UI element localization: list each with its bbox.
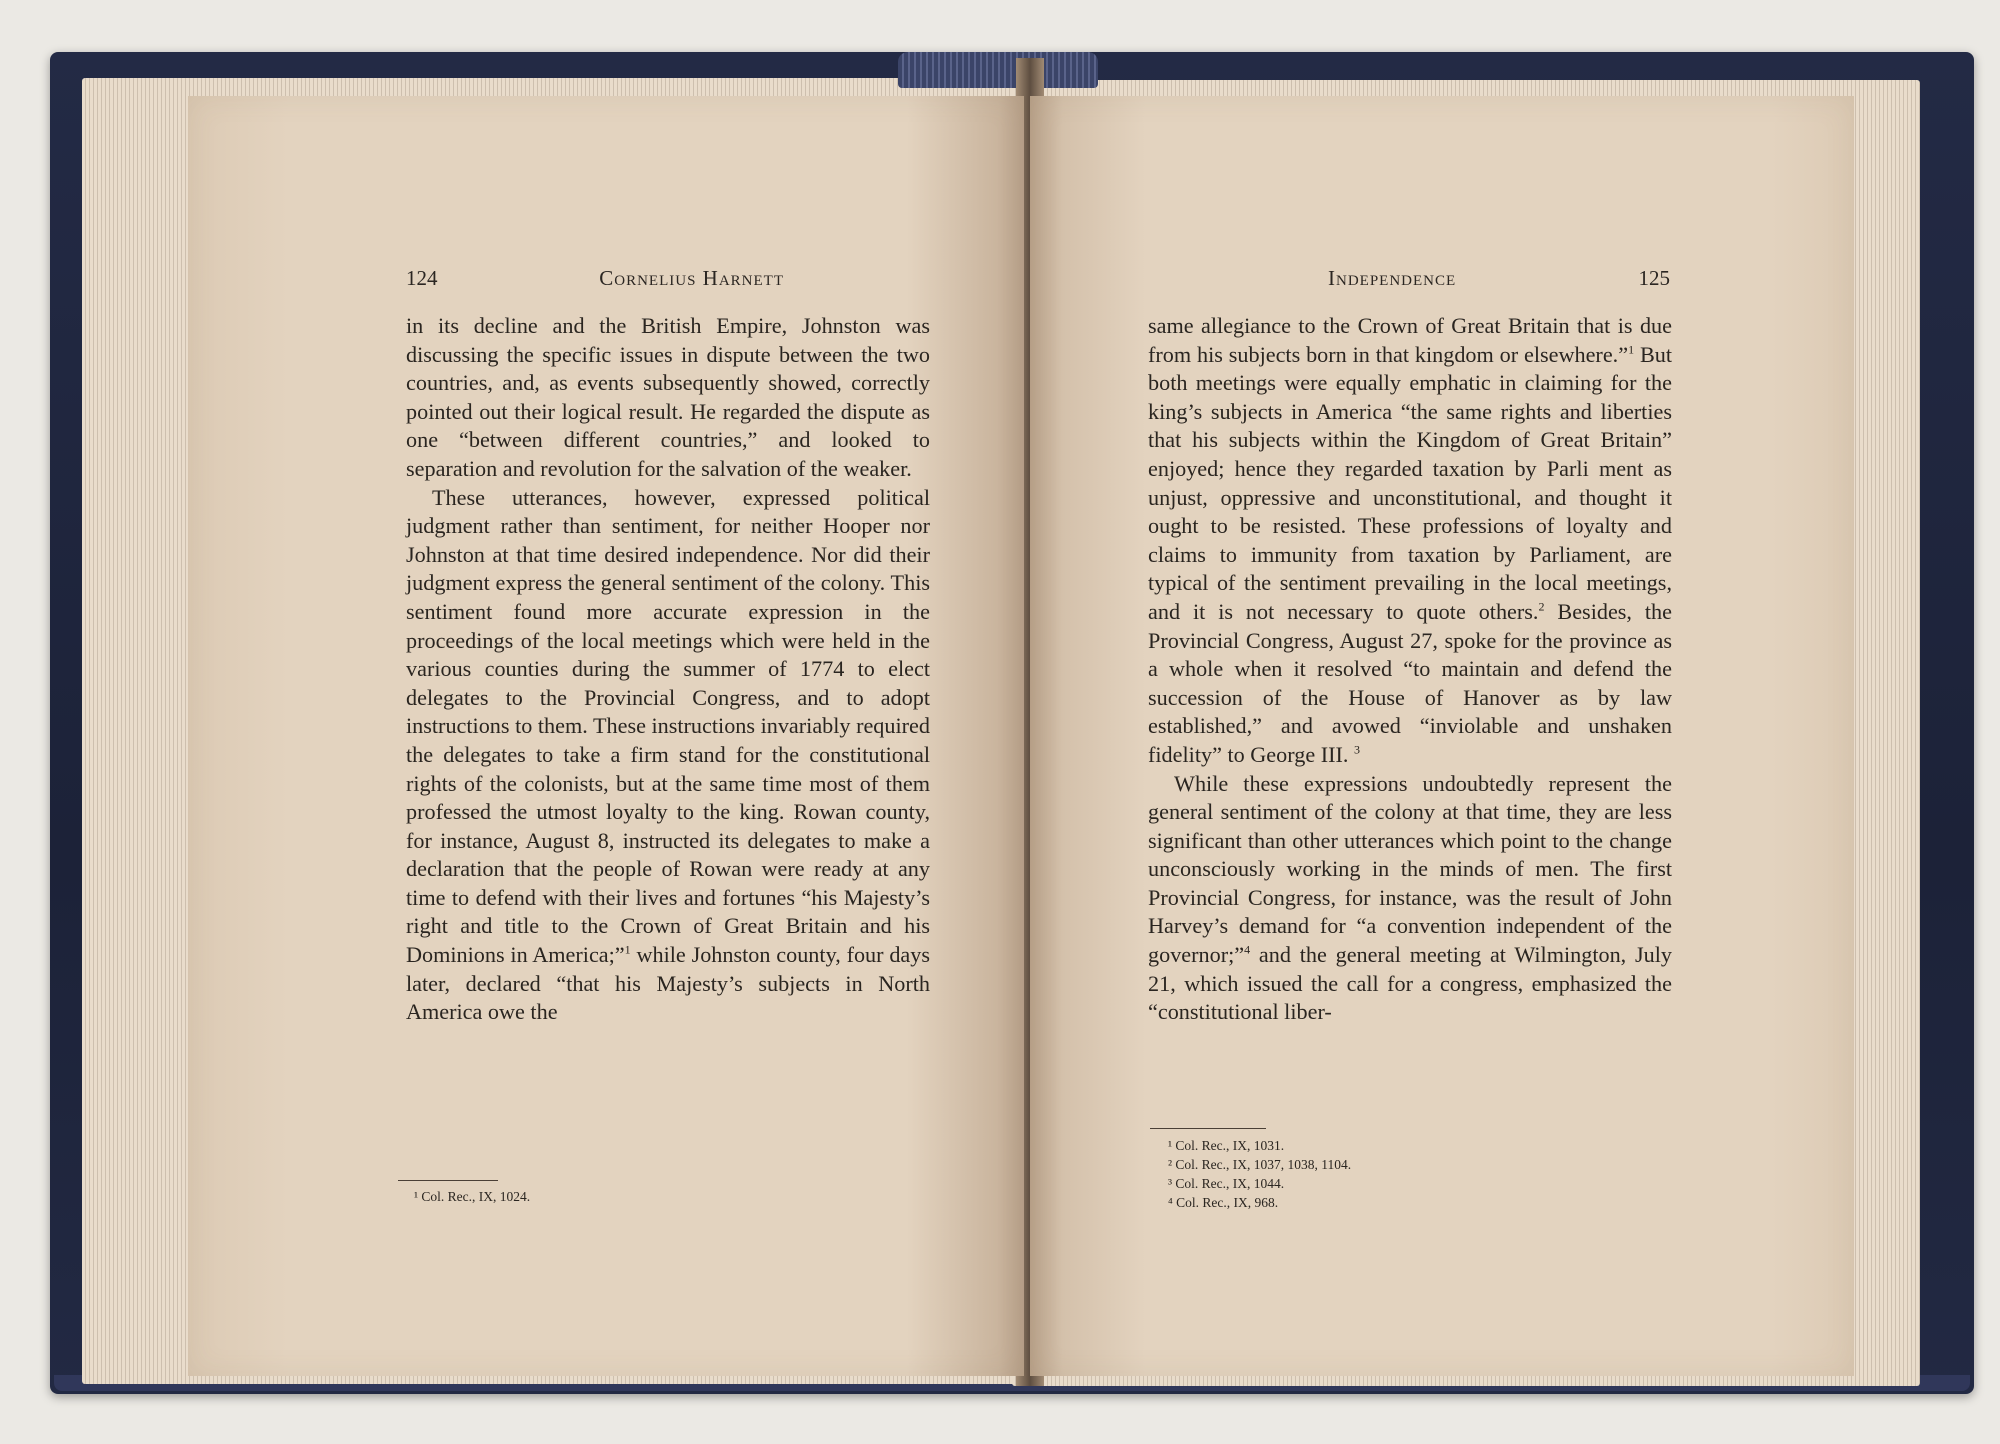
spine-headband [898,52,1098,88]
right-running-title: Independence [1328,266,1457,290]
footnote-mark: 1 [624,942,631,957]
right-page-number: 125 [1638,266,1670,290]
left-footnotes [414,1187,530,1206]
left-page-number: 124 [406,266,438,290]
paragraph-text: While these expressions undoubtedly represent the general sentiment of the colony at that time, they are less significant than other utterances which point to the change unconsciously working in the minds of men. The first Provincial Congress, for instance, was the result of John Harvey’s demand for “a convention independent of the governor;” [1148,770,1672,968]
footnote-mark: 1 [1628,342,1635,357]
paragraph-text: These utterances, however, expressed political judgment rather than sentiment, for neither Hooper nor Johnston at that time desired independence. Nor did their judgment express the general sentiment of the colony. This sentiment found more accurate expression in the proceedings of the local meetings which were held in the various counties during the summer of 1774 to elect delegates to the Provincial Congress, and to adopt instructions to them. These instructions invariably required the delegates to take a firm stand for the constitutional rights of the colonists, but at the same time most of them professed the utmost loyalty to the king. Rowan county, for instance, August 8, instructed its delegates to make a declaration that the people of Rowan were ready at any time to defend with their lives and fortunes “his Majesty’s right and title to the Crown of Great Britain and his Dominions in America;” [406,484,930,968]
footnote-rule [1150,1128,1266,1129]
paragraph-text: while Johnston county, four days later, declared “that his Majesty’s subjects in North America owe the [406,942,931,1025]
paragraph [1148,770,1672,1027]
right-body-text [1148,312,1672,1027]
footnote-mark: 2 [1538,599,1545,614]
footnote-rule [398,1180,498,1181]
paragraph-text: But both meetings were equally emphatic in claiming for the king’s subjects in America “the same rights and liberties that his subjects within the Kingdom of Great Britain” enjoyed; hence they regarded taxation by Parli ment as unjust, oppressive and unconstitutional, and thought it ought to be resisted. These professions of loyalty and claims to immunity from taxation by Parliament, are typical of the sentiment prevailing in the local meetings, and it is not necessary to quote others. [1148,341,1673,624]
paragraph-text: same allegiance to the Crown of Great Britain that is due from his subjects born in that kingdom or elsewhere.” [1148,313,1672,367]
left-running-head [406,266,784,291]
footnote-mark: 4 [1244,942,1251,957]
left-body-text [406,312,930,1027]
paragraph-text: Besides, the Provincial Congress, August 27, spoke for the province as a whole when it resolved “to maintain and defend the succession of the House of Hanover as by law established,” and avowed “inviolable and unshaken fidelity” to George III. [1148,598,1672,767]
paragraph [406,484,930,1027]
paragraph: in its decline and the British Empire, Johnston was discussing the specific issues in dispute between the two countries, and, as events subsequently showed, correctly pointed out their logical result. He regarded the dispute as one “between different countries,” and looked to separation and revolution for the salvation of the weaker. [406,313,930,481]
paragraph-text: and the general meeting at Wilmington, July 21, which issued the call for a congress, emphasized the “constitutional liber- [1148,942,1673,1025]
footnote-mark: 3 [1353,742,1360,757]
footnote: ¹ Col. Rec., IX, 1024. [414,1189,531,1204]
footnote: ⁴ Col. Rec., IX, 968. [1168,1195,1279,1210]
footnote: ³ Col. Rec., IX, 1044. [1168,1176,1285,1191]
footnote: ² Col. Rec., IX, 1037, 1038, 1104. [1168,1157,1352,1172]
right-running-head [1328,266,1670,291]
right-footnotes [1168,1136,1351,1212]
footnote: ¹ Col. Rec., IX, 1031. [1168,1138,1285,1153]
left-running-title: Cornelius Harnett [599,266,784,290]
paragraph [1148,312,1672,770]
